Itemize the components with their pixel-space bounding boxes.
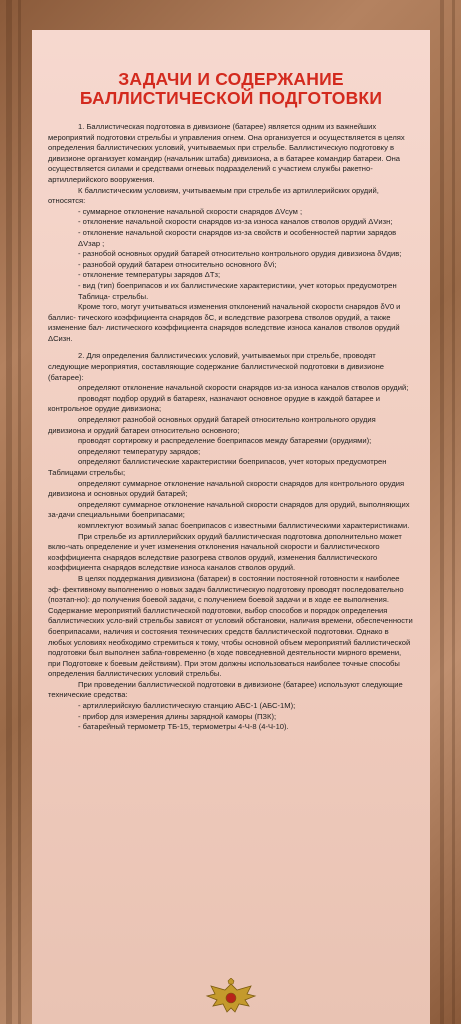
page-title — [48, 70, 414, 108]
paragraph: - отклонение начальной скорости снарядов из-за свойств и особенностей партии зарядов ΔVзар ; — [78, 227, 397, 248]
title-line-2: БАЛЛИСТИЧЕСКОЙ ПОДГОТОВКИ — [79, 88, 383, 108]
body-text — [48, 122, 414, 733]
paragraph-spacer — [48, 344, 414, 351]
paragraph: К баллистическим условиям, учитываемым при стрельбе из артиллерийских орудий, относятся: — [48, 185, 379, 206]
title-line-1: ЗАДАЧИ И СОДЕРЖАНИЕ — [118, 69, 344, 89]
paragraph: проводят сортировку и распределение боеприпасов между батареями (орудиями); — [78, 436, 372, 446]
paragraph: При стрельбе из артиллерийских орудий баллистическая подготовка дополнительно может вклю-чать определение и учет изменения отклонения начальной скорости и баллистического коэффициента снарядов вследствие разогрева стволов орудий, изменения баллистического коэффициента снарядов вследствие износа каналов стволов орудий. — [48, 531, 402, 573]
paragraph: - разнобой основных орудий батарей относительно контрольного орудия дивизиона δVдив; — [78, 249, 402, 259]
paragraph: - разнобой орудий батареи относительно основного δVi; — [78, 259, 277, 269]
paragraph: 1. Баллистическая подготовка в дивизионе (батарее) является одним из важнейших мероприятий подготовки стрельбы и управления огнем. Она организуется и осуществляется в целях определения баллистических условий, учитываемых при стрельбе. Баллистическую подготовку в дивизионе организует командир (начальник штаба) дивизиона, а в батарее командир батареи. Она осуществляется силами и средствами огневых подразделений с участием службы ракетно-артиллерийского вооружения. — [48, 122, 405, 184]
paragraph: - суммарное отклонение начальной скорости снарядов ΔVсум ; — [78, 206, 303, 216]
paragraph: - отклонение начальной скорости снарядов из-за износа каналов стволов орудий ΔVизн; — [78, 217, 393, 227]
paragraph: - артиллерийскую баллистическую станцию АБС-1 (АБС-1М); — [78, 701, 296, 711]
paragraph: комплектуют возимый запас боеприпасов с известными баллистическими характеристиками. — [78, 520, 410, 530]
paragraph: определяют баллистические характеристики боеприпасов, учет которых предусмотрен Таблицами стрельбы; — [48, 457, 387, 477]
paragraph: - прибор для измерения длины зарядной каморы (ПЗК); — [78, 711, 277, 721]
paragraph: - отклонение температуры зарядов ΔTз; — [78, 270, 221, 280]
paragraph: определяют температуру зарядов; — [78, 446, 201, 456]
paragraph: определяют суммарное отклонение начальной скорости снарядов для контрольного орудия дивизиона и основных орудий батарей; — [48, 478, 405, 499]
paragraph: проводят подбор орудий в батареях, назначают основное орудие в каждой батарее и контрольное орудие дивизиона; — [48, 393, 380, 414]
paragraph: При проведении баллистической подготовки в дивизионе (батарее) используют следующие технические средства: — [48, 679, 403, 700]
paragraph: - вид (тип) боеприпасов и их баллистические характеристики, учет которых предусмотрен Таблица- стрельбы. — [78, 280, 397, 301]
double-headed-eagle-emblem-icon — [203, 978, 259, 1018]
paragraph: 2. Для определения баллистических условий, учитываемых при стрельбе, проводят следующие мероприятия, составляющие содержание баллистической подготовки в дивизионе (батарее): — [48, 351, 385, 382]
paragraph: В целях поддержания дивизиона (батареи) в состоянии постоянной готовности к наиболее эф- фективному выполнению о новых задач баллистическую подготовку проводят последовательно (поэтап-но): до получения боевой задачи, с получением боевой задачи и в ходе ее выполнения. Содержание мероприятий баллистической подготовки, выбор способов и порядок определения баллистических усло-вий стрельбы зависят от условий обстановки, наличия времени, обеспеченности боеприпасами, наличия и состояния технических средств баллистической подготовки. Однако в любых условиях необходимо стремиться к тому, чтобы основной объем мероприятий баллистической подготовки был выполнен забла-говременно (в ходе повседневной деятельности мирного времени, при Подготовке к боевым действиям). При этом должны использоваться наиболее точные способы определения баллистических условий стрельбы. — [48, 573, 413, 679]
paragraph: - батарейный термометр ТБ-15, термометры 4-Ч-8 (4-Ч-10). — [78, 722, 289, 732]
paragraph: определяют отклонение начальной скорости снарядов из-за износа каналов стволов орудий; — [78, 383, 409, 393]
poster-panel — [32, 30, 430, 1024]
paragraph: определяют суммарное отклонение начальной скорости снарядов для орудий, выполняющих за-дачи специальными боеприпасами; — [48, 499, 410, 520]
paragraph: определяют разнобой основных орудий батарей относительно контрольного орудия дивизиона и орудий батареи относительно основного; — [48, 415, 376, 435]
paragraph: Кроме того, могут учитываться изменения отклонений начальной скорости снарядов δV0 и баллис- тического коэффициента снарядов δC, и вследствие разогрева стволов орудий, а также изменение бал- листического коэффициента снарядов вследствие износа каналов стволов орудий ΔCизн. — [48, 302, 401, 343]
